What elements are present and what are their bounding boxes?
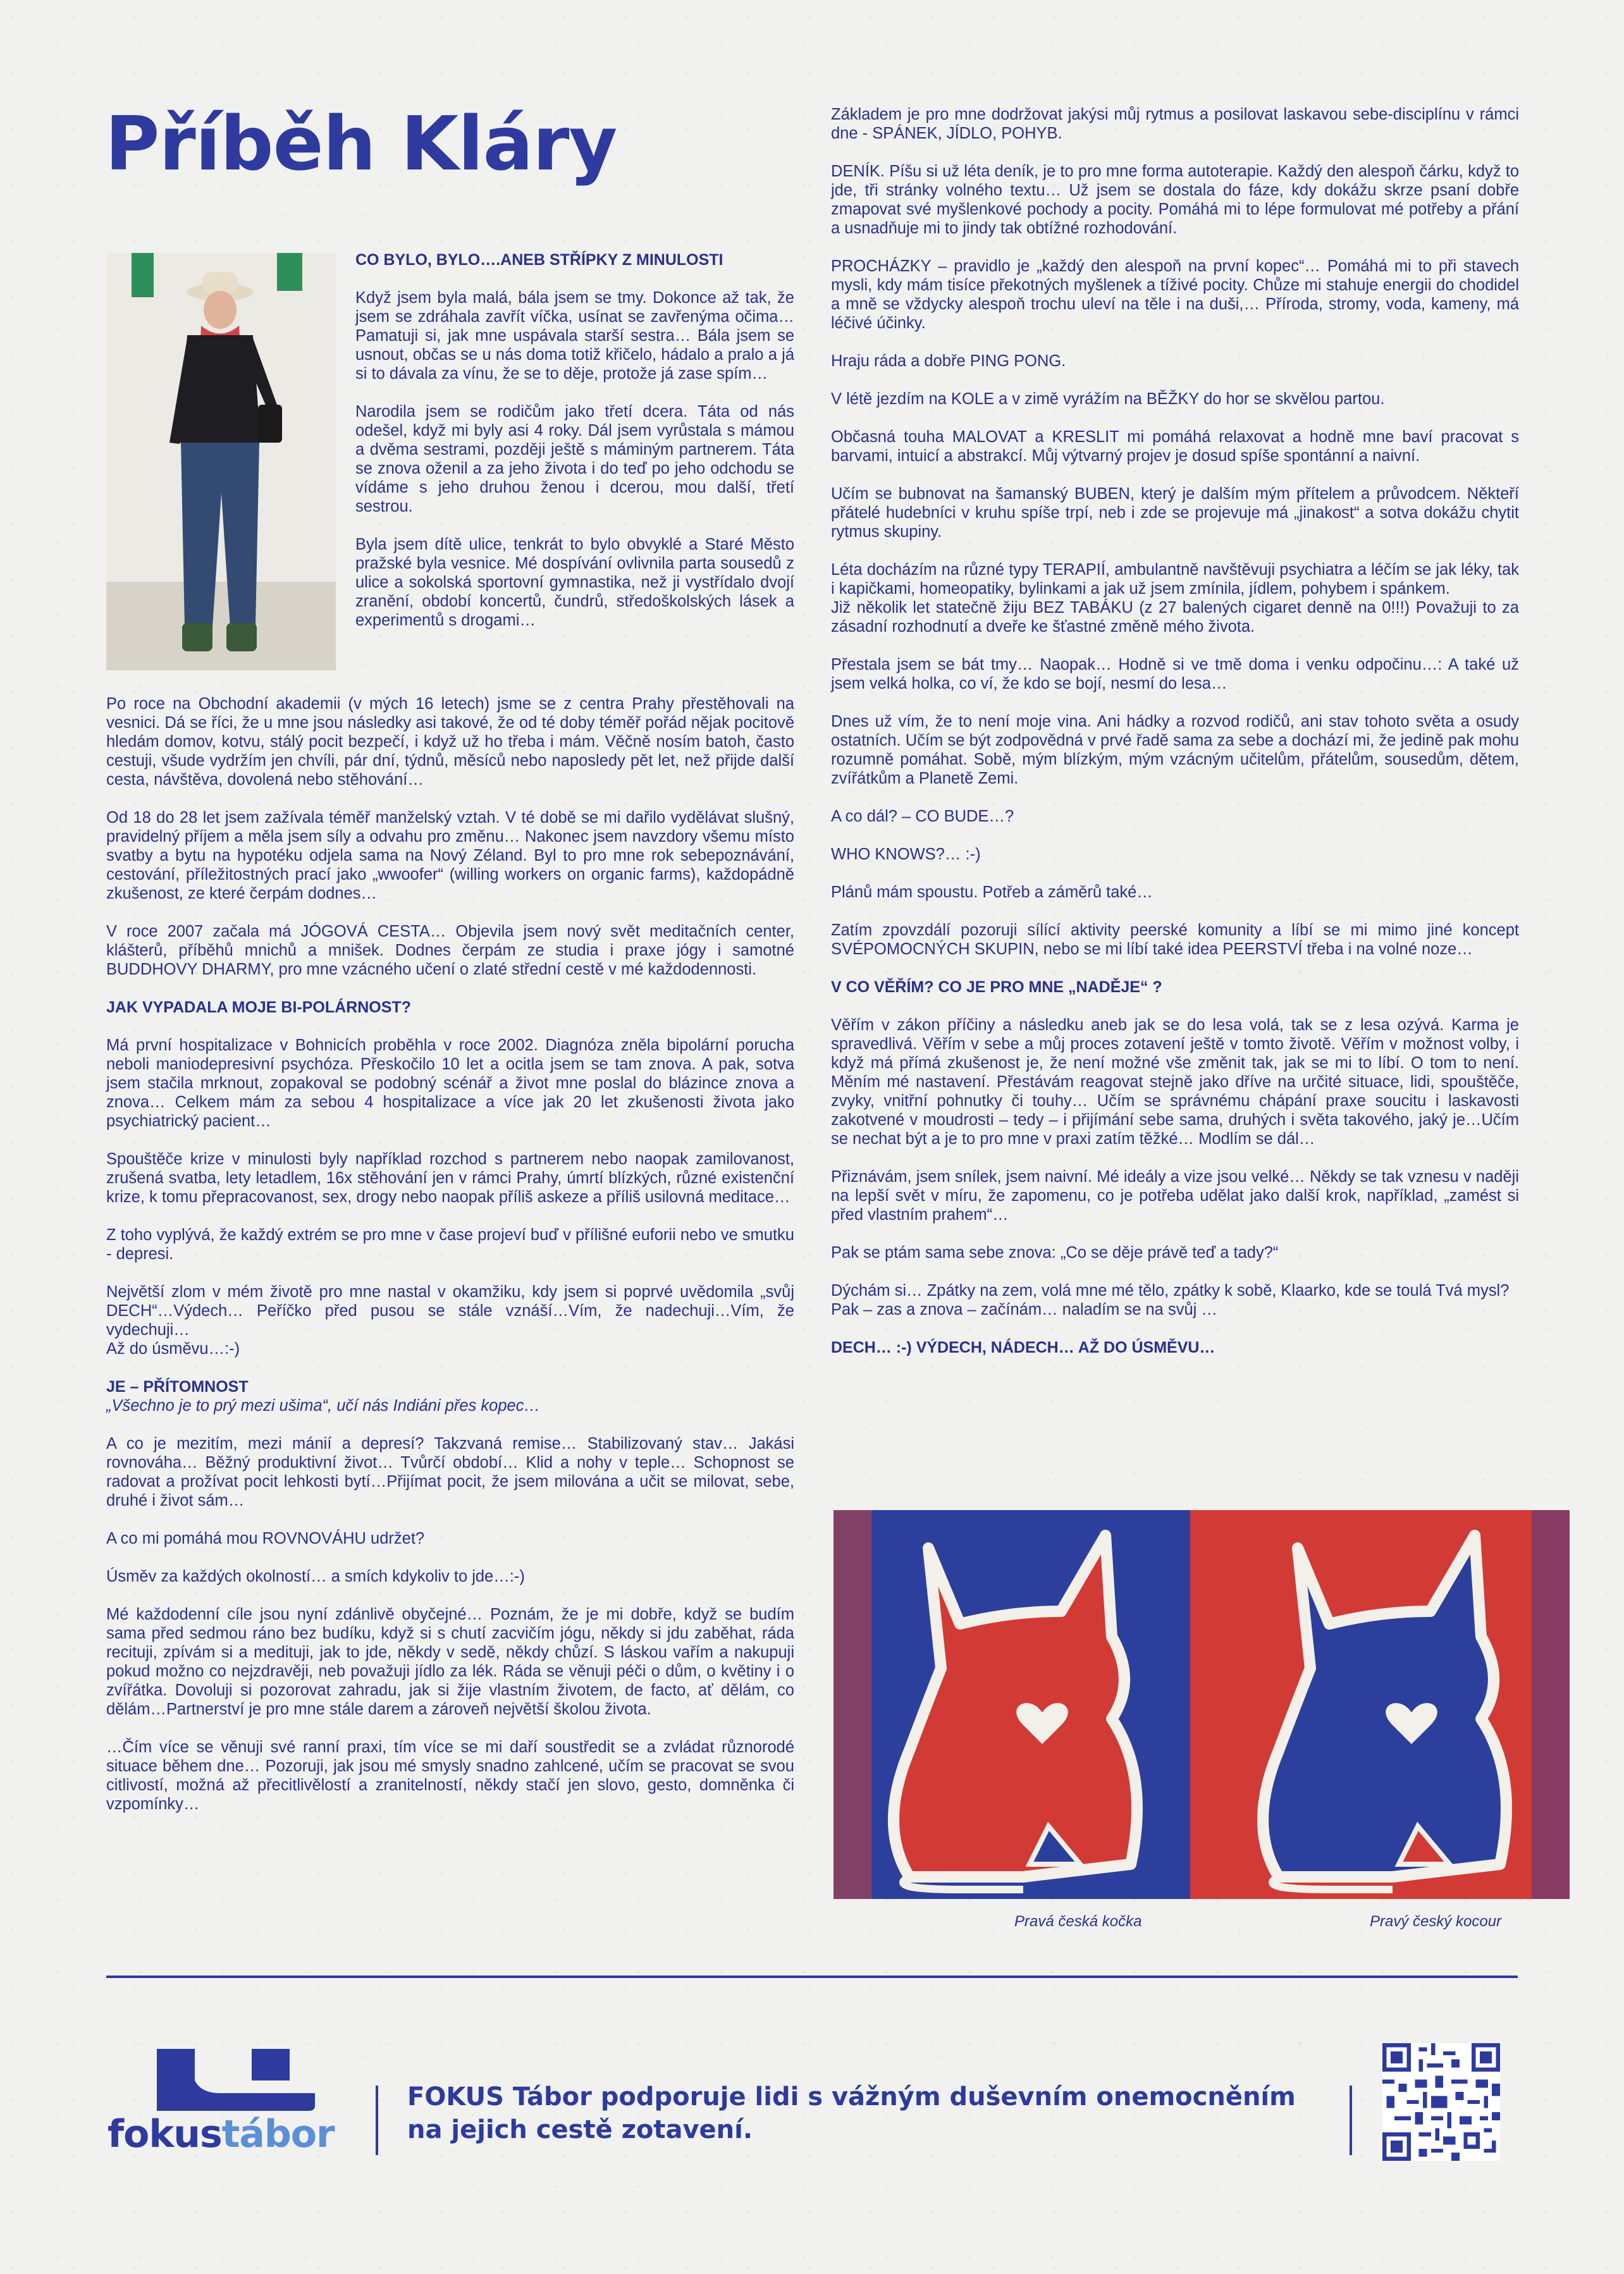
- caption-red-cat: Pravá česká kočka: [1014, 1913, 1142, 1930]
- paragraph: …Čím více se věnuji své ranní praxi, tím více se mi daří soustředit se a zvládat různorodé situace během dne… Pozoruji, jak jsou mé smysly snadno zahlcené, učím se pracovat se svou citlivostí, možná až přecitlivělostí a zranitelností, někdy stačí jen slovo, gesto, domněnka či vzpomínky…: [106, 1738, 794, 1813]
- paragraph: Pak – zas a znova – začínám… naladím se na svůj …: [831, 1301, 1217, 1318]
- section-heading-hope: V CO VĚŘÍM? CO JE PRO MNE „NADĚJE“ ?: [831, 978, 1162, 996]
- paragraph: Po roce na Obchodní akademii (v mých 16 letech) jsme se z centra Prahy přestěhovali na vesnici. Dá se říci, že u mne jsou následky asi takové, že od té doby téměř pořád nějak pocitově hledám domov, kotvu, stálý pocit bezpečí, i když už ho třeba i mám. Věčně nosím batoh, často cestuji, všude vydržím jen chvíli, pár dní, týdnů, měsíců nebo naposledy pět let, než přijde další cesta, návštěva, dovolená nebo stěhování…: [106, 695, 794, 789]
- paragraph: Občasná touha MALOVAT a KRESLIT mi pomáhá relaxovat a hodně mne baví pracovat s barvami, intuicí a abstrakcí. Můj výtvarný projev je dosud spíše spontánní a naivní.: [831, 428, 1519, 465]
- tagline-line-1: FOKUS Tábor podporuje lidi s vážným duševním onemocněním: [407, 2082, 1296, 2111]
- paragraph: Spouštěče krize v minulosti byly například rozchod s partnerem nebo naopak zamilovanost, zrušená svatba, lety letadlem, 16x stěhování jen v rámci Prahy, úmrtí blízkých, různé existenční krize, k tomu přepracovanost, sex, drogy nebo naopak příliš askeze a příliš usilovná meditace…: [106, 1150, 794, 1206]
- paragraph: Když jsem byla malá, bála jsem se tmy. Dokonce až tak, že jsem se zdráhala zavřít víčka, usínat se zavřenýma očima… Pamatuji si, jak mne uspávala starší sestra… Bála jsem se usnout, občas se u nás doma totiž křičelo, hádalo a pralo a já si to dávala za vínu, že se to děje, protože já zase spím…: [355, 289, 794, 383]
- paragraph: Byla jsem dítě ulice, tenkrát to bylo obvyklé a Staré Město pražské byla vesnice. Mé dospívání ovlivnila parta sousedů z ulice a sokolská sportovní gymnastika, než ji vystřídalo dvojí zranění, období koncertů, čundrů, středoškolských lásek a experimentů s drogami…: [355, 536, 794, 629]
- right-column: [831, 105, 1519, 1376]
- paragraph: Z toho vyplývá, že každý extrém se pro mne v čase projeví buď v přílišné euforii nebo ve smutku - depresi.: [106, 1226, 794, 1263]
- paragraph: DENÍK. Píšu si už léta deník, je to pro mne forma autoterapie. Každý den alespoň čárku, když to jde, tři stránky volného textu… Už jsem se dostala do fáze, kdy dokážu skrze psaní dobře zmapovat své myšlenkové pochody a pocity. Pomáhá mi to lépe formulovat mé potřeby a přání a usnadňuje mi to jindy tak obtížné rozhodování.: [831, 163, 1519, 237]
- paragraph: WHO KNOWS?… :-): [831, 845, 981, 863]
- paragraph: Úsměv za každých okolností… a smích kdykoliv to jde…:-): [106, 1568, 525, 1585]
- paragraph: Učím se bubnovat na šamanský BUBEN, který je dalším mým přítelem a průvodcem. Někteří přátelé hudebníci v kruhu spíše trpí, neb i zde se projevuje má „jinakost“ a sotva dokážu chytit rytmus skupiny.: [831, 485, 1519, 541]
- paragraph: Pak se ptám sama sebe znova: „Co se děje právě teď a tady?“: [831, 1244, 1279, 1262]
- caption-blue-cat: Pravý český kocour: [1370, 1913, 1502, 1930]
- page-title: Příběh Kláry: [105, 100, 617, 187]
- paragraph: Dýchám si… Zpátky na zem, volá mne mé tělo, zpátky k sobě, Klaarko, kde se toulá Tvá mysl?: [831, 1282, 1510, 1300]
- footer-separator: [376, 2086, 378, 2155]
- qr-code-icon[interactable]: [1382, 2043, 1500, 2161]
- paragraph: Dnes už vím, že to není moje vina. Ani hádky a rozvod rodičů, ani stav tohoto světa a osudy ostatních. Učím se být zodpovědná v prvé řadě sama za sebe a dochází mi, že jedině pak mohu rozumně pomáhat. Sobě, mým blízkým, mým vzácným učitelům, přátelům, sousedům, dětem, zvířátkům a Planetě Zemi.: [831, 713, 1519, 787]
- paragraph: Již několik let statečně žiju BEZ TABÁKU (z 27 balených cigaret denně na 0!!!) Považuji to za zásadní rozhodnutí a dveře ke šťastné změně mého života.: [831, 599, 1519, 636]
- paragraph: A co je mezitím, mezi mánií a depresí? Takzvaná remise… Stabilizovaný stav… Jakási rovnováha… Běžný produktivní život… Tvůrčí období… Klid a nohy v teple… Schopnost se radovat a prožívat pocit lehkosti bytí…Přijímat pocit, že jsem milována a učit se milovat, sebe, druhé i život sám…: [106, 1435, 794, 1509]
- paragraph: Až do úsměvu…:-): [106, 1340, 240, 1358]
- footer-tagline: [407, 2080, 1356, 2146]
- paragraph: Zatím zpovzdálí pozoruji sílící aktivity peerské komunity a líbí se mi mimo jiné koncept SVÉPOMOCNÝCH SKUPIN, nebo se mi líbí také idea PEERSTVÍ třeba i na volné noze…: [831, 921, 1519, 958]
- paragraph: Přiznávám, jsem snílek, jsem naivní. Mé ideály a vize jsou velké… Někdy se tak vznesu v naději na lepší svět v míru, že zapomenu, co je potřeba udělat jako další krok, například, „zamést si před vlastním prahem“…: [831, 1168, 1519, 1224]
- section-heading-bipolarity: JAK VYPADALA MOJE BI-POLÁRNOST?: [106, 999, 411, 1016]
- painting-red-cat: [834, 1510, 1213, 1899]
- paragraph: Léta docházím na různé typy TERAPIÍ, ambulantně navštěvuji psychiatra a léčím se jak léky, tak i kapičkami, homeopatiky, bylinkami a jak už jsem zmínila, jídlem, pohybem i spánkem.: [831, 561, 1519, 598]
- painting-blue-cat: [1190, 1510, 1570, 1899]
- paragraph: Plánů mám spoustu. Potřeb a záměrů také…: [831, 883, 1153, 901]
- paragraph: V létě jezdím na KOLE a v zimě vyrážím na BĚŽKY do hor se skvělou partou.: [831, 390, 1385, 408]
- footer-divider: [106, 1976, 1518, 1978]
- paragraph: Největší zlom v mém životě pro mne nastal v okamžiku, kdy jsem si poprvé uvědomila „svůj DECH“…Výdech… Peříčko před pusou se stále vznáší…Vím, že nadechuji…Vím, že vydechuji…: [106, 1283, 794, 1339]
- paragraph: Základem je pro mne dodržovat jakýsi můj rytmus a posilovat laskavou sebe-disciplínu v rámci dne - SPÁNEK, JÍDLO, POHYB.: [831, 106, 1519, 142]
- paragraph: Mé každodenní cíle jsou nyní zdánlivě obyčejné… Poznám, že je mi dobře, když se budím sama před sedmou ráno bez budíku, když si s chutí zacvičím jógu, někdy si jdu zaběhat, ráda recituji, zpívám si a medituji, jak to jde, někdy v sedě, někdy chůzí. S láskou vařím a nakupuji pokud možno co nejzdravěji, neb považuji jídlo za lék. Ráda se věnuji péči o dům, o květiny i o zvířátka. Dovoluji si pozorovat zahradu, jak si žije vlastním životem, de facto, ať dělám, co dělám…Partnerství je pro mne stále darem a zároveň největší školou života.: [106, 1606, 794, 1718]
- paragraph: Přestala jsem se bát tmy… Naopak… Hodně si ve tmě doma i venku odpočinu…: A také už jsem velká holka, co ví, že kdo se bojí, nesmí do lesa…: [831, 656, 1519, 692]
- tagline-line-2: na jejich cestě zotavení.: [407, 2115, 753, 2144]
- paragraph: A co mi pomáhá mou ROVNOVÁHU udržet?: [106, 1530, 425, 1547]
- section-heading-past: CO BYLO, BYLO….ANEB STŘÍPKY Z MINULOSTI: [355, 251, 723, 269]
- paragraph: Hraju ráda a dobře PING PONG.: [831, 352, 1066, 370]
- logo-part-tabor: tábor: [221, 2112, 335, 2156]
- section-heading-presence: JE – PŘÍTOMNOST: [106, 1378, 249, 1396]
- quote: „Všechno je to prý mezi ušima“, učí nás Indiáni přes kopec…: [106, 1397, 540, 1415]
- left-top-column: [355, 250, 794, 649]
- fokus-logo-wordmark: [108, 2112, 335, 2156]
- left-main-column: [106, 694, 794, 1833]
- section-heading-breath: DECH… :-) VÝDECH, NÁDECH… AŽ DO ÚSMĚVU…: [831, 1339, 1215, 1356]
- portrait-photo: [106, 253, 336, 670]
- paragraph: Narodila jsem se rodičům jako třetí dcera. Táta od nás odešel, když mi byly asi 4 roky. Dál jsem vyrůstala s mámou a dvěma sestrami, později ještě s máminým partnerem. Táta se znova oženil a za jeho života i do teď po jeho odchodu se vídáme s jeho druhou ženou i dcerou, mou další, třetí sestrou.: [355, 403, 794, 515]
- footer-separator-right: [1350, 2086, 1352, 2155]
- paragraph: PROCHÁZKY – pravidlo je „každý den alespoň na první kopec“… Pomáhá mi to při stavech mysli, kdy mám tisíce překotných myšlenek a tíživé pocity. Chůze mi stahuje energii do chodidel a mně se vždycky alespoň trochu uleví na těle i na duši,… Příroda, stromy, voda, kameny, má léčivé účinky.: [831, 257, 1519, 332]
- paragraph: V roce 2007 začala má JÓGOVÁ CESTA… Objevila jsem nový svět meditačních center, klášterů, příběhů mnichů a mnišek. Dodnes čerpám ze studia i praxe jógy i samotné BUDDHOVY DHARMY, pro mne vzácného učení o zlaté střední cestě v mé každodennosti.: [106, 923, 794, 978]
- paragraph: Věřím v zákon příčiny a následku aneb jak se do lesa volá, tak se z lesa ozývá. Karma je spravedlivá. Věřím v sebe a můj proces zotavení ještě v tomto životě. Věřím v možnost volby, i když má přímá zkušenost je, že není možné vše změnit tak, jak se mi to líbí. O tom to není. Měním mé nastavení. Přestávám reagovat stejně jako dříve na určité situace, lidi, spouštěče, zvyky, vnitřní pohnutky či touhy… Učím se správnému chápání praxe soucitu i laskavosti zakotvené v moudrosti – tedy – i přijímání sebe sama, druhých i světa takového, jaký je…Učím se nechat být a je to pro mne v praxi zatím těžké… Modlím se dál…: [831, 1016, 1519, 1148]
- logo-part-fokus: fokus: [108, 2112, 222, 2156]
- paragraph: Od 18 do 28 let jsem zažívala téměř manželský vztah. V té době se mi dařilo vydělávat slušný, pravidelný příjem a měla jsem síly a odvahu pro změnu… Nakonec jsem navzdory všemu místo svatby a bytu na hypotéku odjela sama na Nový Zéland. Byl to pro mne rok sebepoznávání, cestování, příležitostných prací jako „wwoofer“ (willing workers on organic farms), každopádně zkušenost, ze které čerpám dodnes…: [106, 809, 794, 902]
- paragraph: Má první hospitalizace v Bohnicích proběhla v roce 2002. Diagnóza zněla bipolární porucha neboli maniodepresivní psychóza. Přeskočilo 10 let a ocitla jsem se tam znova. A pak, sotva jsem stačila mrknout, zopakoval se podobný scénář a život mne poslal do blázince znova a znova… Celkem mám za sebou 4 hospitalizace a více jak 20 let zkušenosti života jako psychiatrický pacient…: [106, 1036, 794, 1130]
- paragraph: A co dál? – CO BUDE…?: [831, 808, 1014, 825]
